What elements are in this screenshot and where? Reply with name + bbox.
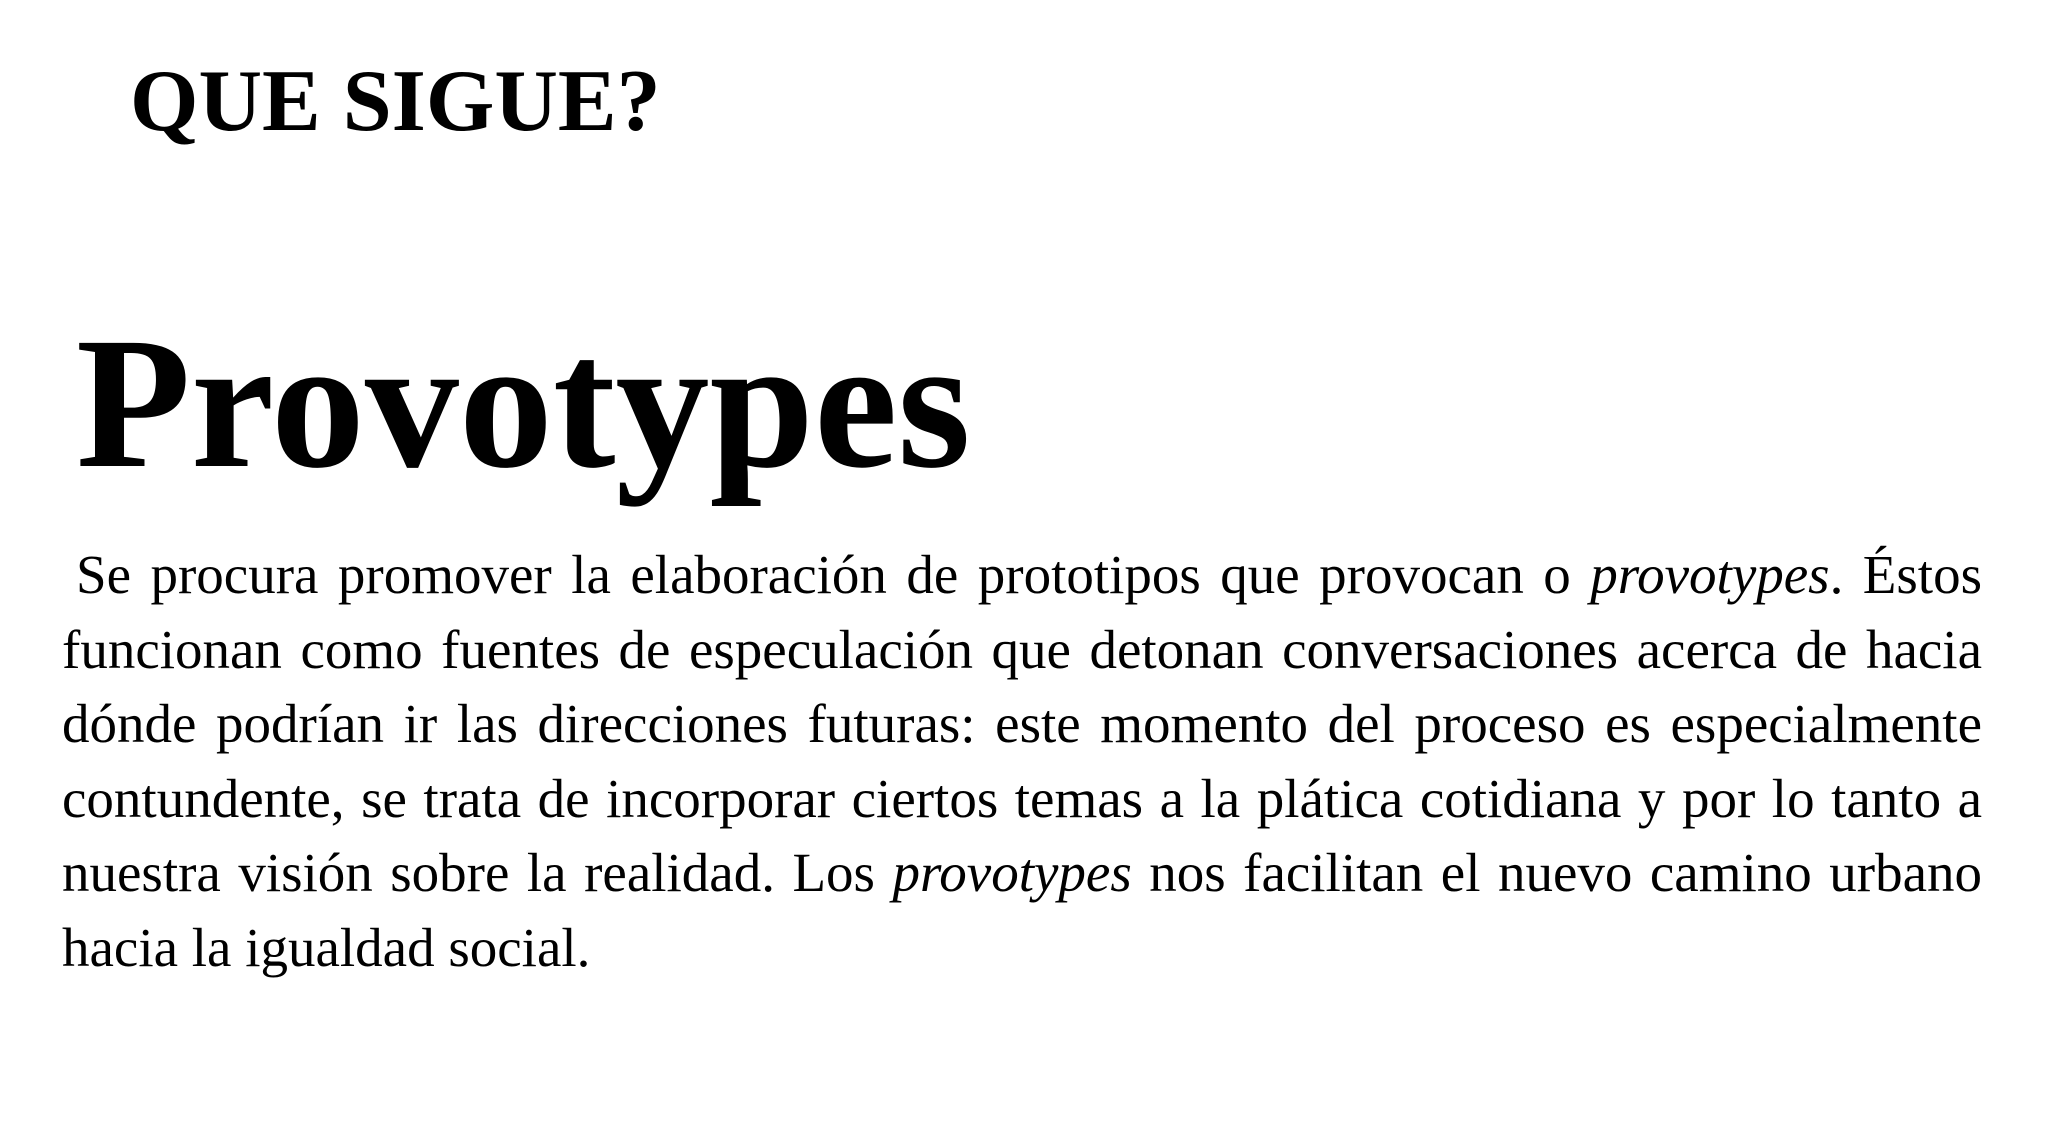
paragraph-text-2: . Éstos funcionan como fuentes de especulación que detonan conversaciones acerca de hacia dónde podrían ir las direcciones futuras: este momento del proceso es especialmente contundente, se trata de incorporar ciertos temas a la plática cotidiana y por lo tanto a nuestra visión sobre la realidad. Los xyxy=(62,544,1982,903)
body-paragraph xyxy=(62,538,1982,985)
section-heading: QUE SIGUE? xyxy=(130,53,661,150)
paragraph-text-1: Se procura promover la elaboración de prototipos que provocan o xyxy=(76,544,1591,605)
paragraph-italic-term-2: provotypes xyxy=(892,842,1132,903)
paragraph-text-3: nos facilitan el nuevo camino urbano hacia la igualdad social. xyxy=(62,842,1982,978)
page-title: Provotypes xyxy=(76,298,971,507)
paragraph-italic-term-1: provotypes xyxy=(1590,544,1830,605)
